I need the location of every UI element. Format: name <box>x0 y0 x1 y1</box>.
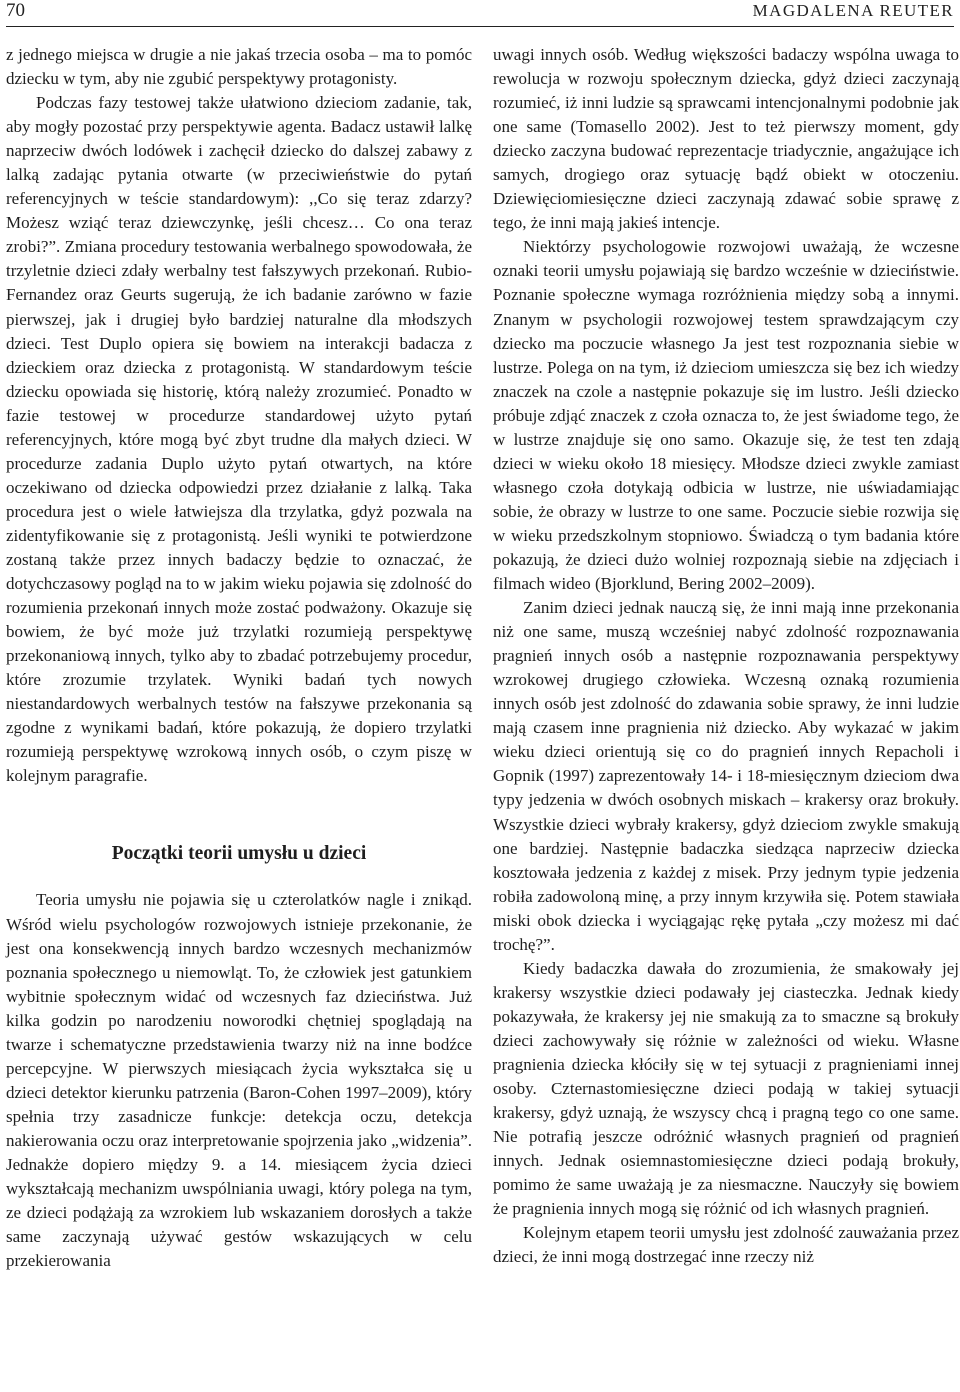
header-rule <box>6 26 954 27</box>
running-head-author: MAGDALENA REUTER <box>752 1 954 20</box>
paragraph: z jednego miejsca w drugie a nie jakaś trzecia osoba – ma to pomóc dziecku w tym, aby nie zgubić perspektywy protagonisty. <box>6 45 472 89</box>
paragraph: Zanim dzieci jednak nauczą się, że inni mają inne przekonania niż one same, muszą wcześniej nabyć zdolność rozpoznawania pragnień innych osób a następnie rozpoznawania perspektywy wzrokowej drugiego człowieka. Wczesną oznaką rozumienia innych osób jest zdolność do zdawania sobie sprawy, że inni ludzie mają czasem inne pragnienia niż dziecko. Aby wykazać w jakim wieku dzieci orientują się co do pragnień innych Repacholi i Gopnik (1997) zaprezentowały 14- i 18-miesięcznym dzieciom dwa typy jedzenia w dwóch osobnych miskach – krakersy oraz brokuły. Wszystkie dzieci wybrały krakersy, gdyż dzieciom zwykle smakują one bardziej. Następnie badaczka siedząca naprzeciw dziecka kosztowała jedzenia z każdej z misek. Przy jednym typie jedzenia robiła zadowoloną minę, a przy innym krzywiła się. Potem stawiała miski obok dziecka i wyciągając rękę pytała „czy możesz mi dać trochę?”. <box>493 598 959 954</box>
paragraph: uwagi innych osób. Według większości badaczy wspólna uwaga to rewolucja w rozwoju społecznym dziecka, gdyż dzieci zaczynają rozumieć, iż inni ludzie są sprawcami intencjonalnymi podobnie jak one same (Tomasello 2002). Jest to też pierwszy moment, gdy dziecko zaczyna budować reprezentacje triadycznie, angażujące ich samych, drogiego oraz sytuację bądź obiekt w otoczeniu. Dziewięciomiesięczne dzieci zaczynają zdawać sobie sprawę z tego, że inni mają jakieś intencje. <box>493 45 959 233</box>
paragraph: Kiedy badaczka dawała do zrozumienia, że smakowały jej krakersy wszystkie dzieci podawały jej ciasteczka. Jednak kiedy pokazywała, że krakersy jej nie smakują za to smaczne są brokuły dzieci zachowywały się różnie w zależności od wieku. Własne pragnienia dziecka kłóciły się w tej sytuacji z pragnieniami innej osoby. Czternastomiesięczne dzieci podają w takiej sytuacji krakersy, gdyż uznają, że wszyscy chcą i pragną tego co one same. Nie potrafią jeszcze odróżnić własnych pragnień od pragnień innych. Jednak osiemnastomiesięczne dzieci podają brokuły, pomimo że same uważają je za niesmaczne. Nauczyły się bowiem że pragnienia innych mogą się różnić od ich własnych pragnień. <box>493 958 959 1219</box>
paragraph: Kolejnym etapem teorii umysłu jest zdolność zauważania przez dzieci, że inni mogą dostrzegać inne rzeczy niż <box>493 1223 959 1267</box>
section-heading: Początki teorii umysłu u dzieci <box>111 843 367 865</box>
right-column <box>493 43 959 1269</box>
paragraph: Teoria umysłu nie pojawia się u czterolatków nagle i znikąd. Wśród wielu psychologów rozwojowych istnieje przekonanie, że jest ona konsekwencją innych bardzo wczesnych mechanizmów poznania społecznego u niemowląt. To, że człowiek jest gatunkiem wybitnie społecznym widać od wczesnych faz dzieciństwa. Już kilka godzin po narodzeniu noworodki chętniej spoglądają na twarze i schematyczne przedstawienia twarzy niż na inne bodźce percepcyjne. W pierwszych miesiącach życia wykształca się u dzieci detektor kierunku patrzenia (Baron-Cohen 1997–2009), który spełnia trzy zasadnicze funkcje: detekcja oczu, detekcja nakierowania oczu oraz interpretowanie spojrzenia jako „widzenia”. Jednakże dopiero między 9. a 14. miesiącem życia dzieci wykształcają mechanizm uwspólniania uwagi, który polega na tym, ze dzieci podążają za wzrokiem lub wskazaniem dorosłych a także same zaczynają używać gestów wskazujących w celu przekierowania <box>6 890 472 1271</box>
left-column <box>6 43 472 1273</box>
page-number: 70 <box>6 0 25 21</box>
paragraph: Podczas fazy testowej także ułatwiono dzieciom zadanie, tak, aby mogły pozostać przy perspektywie agenta. Badacz ustawił lalkę naprzeciw dwóch lodówek i zachęcił dziecko do dalszej zabawy z lalką zadając pytania otwarte (w przeciwieństwie do pytań referencyjnych w teście standardowym): ,,Co się teraz zdarzy? Możesz wziąć teraz dziewczynkę, jeśli chcesz… Co ona teraz zrobi?”. Zmiana procedury testowania werbalnego spowodowała, że trzyletnie dzieci zdały werbalny test fałszywych przekonań. Rubio-Fernandez oraz Geurts sugerują, że ich badanie zarówno w fazie pierwszej, jak i drugiej było bardziej naturalne dla młodszych dzieci. Test Duplo opiera się bowiem na interakcji badacza z dzieckiem oraz dziecka z protagonistą. W standardowym teście dziecku opowiada się historię, którą należy zrozumieć. Ponadto w fazie testowej w procedurze standardowej użyto pytań referencyjnych, które mogą być zbyt trudne dla małych dzieci. W procedurze zadania Duplo użyto pytań otwartych, na które oczekiwano od dziecka odpowiedzi przez działanie z lalką. Taka procedura jest o wiele łatwiejsza dla trzylatka, gdyż pozwala na zidentyfikowanie się z protagonistą. Jeśli wyniki te potwierdzone zostaną także przez innych badaczy będzie to oznaczać, że dotychczasowy pogląd na to w jakim wieku pojawia się zdolność do rozumienia przekonań innych może zostać podważony. Okazuje się bowiem, że być może już trzylatki rozumieją perspektywę przekonaniową innych, tylko aby to zbadać potrzebujemy procedur, które zrozumie trzylatek. Wyniki badań tych nowych niestandardowych werbalnych testów na fałszywe przekonania są zgodne z wynikami badań, które pokazują, że dopiero trzylatki rozumieją perspektywę wzrokową innych osób, o czym piszę w kolejnym paragrafie. <box>6 93 472 786</box>
paragraph: Niektórzy psychologowie rozwojowi uważają, że wczesne oznaki teorii umysłu pojawiają się bardzo wcześnie w dzieciństwie. Poznanie społeczne wymaga rozróżnienia między sobą a innymi. Znanym w psychologii rozwojowej testem sprawdzającym czy dziecko ma poczucie własnego Ja jest test rozpoznania siebie w lustrze. Polega on na tym, iż dzieciom umieszcza się bez ich wiedzy znaczek na czole a następnie pokazuje się im lustro. Jeśli dziecko próbuje zdjąć znaczek z czoła oznacza to, że jest świadome tego, że w lustrze znajduje się ono samo. Okazuje się, że test ten zdają dzieci w wieku około 18 miesięcy. Młodsze dzieci zwykle zamiast własnego czoła dotykają odbicia w lustrze, nie uświadamiając sobie, że obrazy w lustrze to one same. Poczucie siebie rozwija się w wieku przedszkolnym stopniowo. Świadczą o tym badania które pokazują, że dzieci dużo wolniej rozpoznają siebie na zdjęciach i filmach wideo (Bjorklund, Bering 2002–2009). <box>493 237 959 594</box>
running-header <box>6 0 954 22</box>
